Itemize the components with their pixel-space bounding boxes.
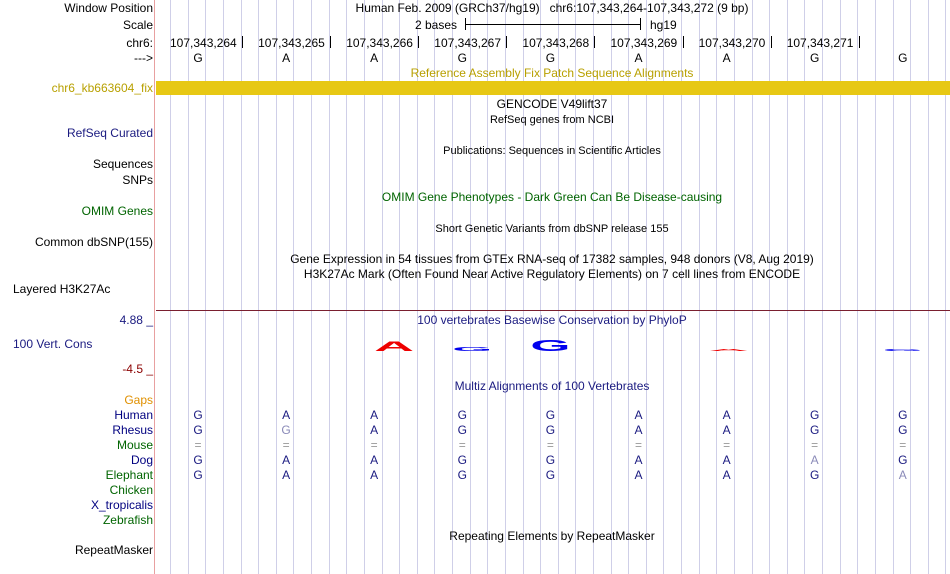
species-base: A: [370, 408, 379, 422]
fix-patch-label[interactable]: chr6_kb663604_fix: [51, 81, 153, 95]
species-base: G: [810, 423, 820, 437]
species-base: G: [545, 423, 556, 437]
ruler-tick: [330, 36, 331, 48]
species-label[interactable]: X_tropicalis: [90, 498, 153, 512]
species-label[interactable]: Dog: [130, 453, 153, 467]
species-base: A: [722, 468, 731, 482]
species-base: G: [545, 468, 556, 482]
species-base: G: [545, 408, 556, 422]
phylop-logo-letter: G: [452, 346, 493, 353]
refseq-track-title[interactable]: RefSeq genes from NCBI: [489, 114, 615, 126]
species-base: A: [282, 408, 291, 422]
phylop-max: 4.88 _: [119, 313, 153, 327]
species-base: A: [634, 453, 643, 467]
pubs-track-title[interactable]: Publications: Sequences in Scientific Articles: [443, 145, 661, 157]
species-base: G: [898, 408, 908, 422]
sequence-base: G: [898, 51, 908, 65]
ruler-position-label: 107,343,266: [346, 36, 413, 50]
species-base: G: [545, 453, 556, 467]
species-base: A: [722, 453, 731, 467]
scale-bar-right: [640, 18, 641, 30]
phylop-logo-letter: A: [708, 348, 753, 352]
multiz-track-title[interactable]: Multiz Alignments of 100 Vertebrates: [454, 379, 650, 393]
species-label[interactable]: Zebrafish: [102, 513, 153, 527]
repeat-track-title[interactable]: Repeating Elements by RepeatMasker: [449, 529, 655, 543]
h3k27-track-title[interactable]: H3K27Ac Mark (Often Found Near Active Regulatory Elements) on 7 cell lines from ENCODE: [303, 267, 801, 281]
sequence-base: A: [370, 51, 379, 65]
species-base: G: [281, 423, 291, 437]
species-base: =: [370, 438, 378, 452]
sequence-base: G: [545, 51, 556, 65]
chrom-label: chr6:: [126, 36, 153, 50]
species-base: =: [546, 438, 554, 452]
ruler-position-label: 107,343,271: [786, 36, 854, 50]
ruler-tick: [242, 36, 243, 48]
phylop-logo-letter: G: [530, 338, 571, 356]
label-divider: [154, 0, 155, 574]
gtex-track-title[interactable]: Gene Expression in 54 tissues from GTEx RNA-seq of 17382 samples, 948 donors (V8, Aug 2019): [290, 252, 814, 266]
species-base: =: [458, 438, 466, 452]
species-base: A: [722, 408, 731, 422]
species-base: G: [810, 468, 820, 482]
species-base: G: [457, 468, 467, 482]
species-label[interactable]: Human: [114, 408, 153, 422]
ruler-position-label: 107,343,264: [170, 36, 237, 50]
species-base: G: [193, 468, 203, 482]
window-position-label: Window Position: [64, 1, 153, 15]
sequence-base: G: [193, 51, 203, 65]
ruler-tick: [418, 36, 419, 48]
species-base: A: [634, 468, 643, 482]
sequence-base: A: [722, 51, 731, 65]
dbsnp-label[interactable]: Common dbSNP(155): [34, 235, 153, 249]
gencode-track-title[interactable]: GENCODE V49lift37: [496, 97, 608, 111]
sequence-base: G: [810, 51, 820, 65]
phylop-logo-letter: G: [882, 348, 924, 352]
ruler-position-label: 107,343,269: [610, 36, 678, 50]
species-base: A: [898, 468, 907, 482]
ruler-tick: [683, 36, 684, 48]
phylop-track-title[interactable]: 100 vertebrates Basewise Conservation by PhyloP: [417, 313, 687, 327]
ruler-position-label: 107,343,270: [698, 36, 766, 50]
species-label[interactable]: Elephant: [105, 468, 153, 482]
dbsnp-track-title[interactable]: Short Genetic Variants from dbSNP release 155: [435, 223, 669, 235]
omim-track-title[interactable]: OMIM Gene Phenotypes - Dark Green Can Be Disease-causing: [381, 190, 723, 204]
species-base: A: [634, 408, 643, 422]
ruler-tick: [771, 36, 772, 48]
species-base: A: [810, 453, 819, 467]
species-label[interactable]: Chicken: [109, 483, 153, 497]
species-base: A: [722, 423, 731, 437]
sequence-base: A: [634, 51, 643, 65]
species-base: G: [898, 453, 908, 467]
scale-label: Scale: [122, 18, 153, 32]
species-base: =: [899, 438, 907, 452]
species-base: G: [898, 423, 908, 437]
species-base: A: [282, 468, 291, 482]
sequence-base: A: [282, 51, 291, 65]
phylop-logo[interactable]: [156, 336, 950, 360]
track-separator: [156, 310, 950, 311]
h3k27-label[interactable]: Layered H3K27Ac: [13, 282, 111, 296]
phylop-label[interactable]: 100 Vert. Cons: [13, 337, 93, 351]
species-base: =: [194, 438, 202, 452]
fix-patch-track-title[interactable]: Reference Assembly Fix Patch Sequence Alignments: [410, 66, 694, 80]
snps-label[interactable]: SNPs: [122, 173, 153, 187]
species-label[interactable]: Rhesus: [112, 423, 153, 437]
species-label[interactable]: Mouse: [116, 438, 153, 452]
species-base: G: [457, 408, 467, 422]
sequence-base: G: [457, 51, 467, 65]
ruler-position-label: 107,343,265: [258, 36, 325, 50]
scale-db: hg19: [650, 18, 677, 32]
refseq-label[interactable]: RefSeq Curated: [66, 126, 153, 140]
window-position-value: Human Feb. 2009 (GRCh37/hg19) chr6:107,343,264-107,343,272 (9 bp): [355, 1, 749, 15]
sequences-label[interactable]: Sequences: [92, 157, 153, 171]
ruler-position-label: 107,343,267: [434, 36, 502, 50]
species-base: A: [370, 423, 379, 437]
gaps-label[interactable]: Gaps: [124, 393, 153, 407]
scale-value: 2 bases: [415, 18, 458, 32]
species-base: G: [457, 423, 467, 437]
ruler-tick: [594, 36, 595, 48]
species-base: G: [193, 423, 203, 437]
ruler-tick: [859, 36, 860, 48]
species-base: =: [282, 438, 290, 452]
omim-label[interactable]: OMIM Genes: [81, 204, 153, 218]
ruler-tick: [506, 36, 507, 48]
phylop-logo-letter: A: [374, 338, 415, 354]
species-base: A: [282, 453, 291, 467]
repeat-label[interactable]: RepeatMasker: [74, 543, 153, 557]
species-base: G: [193, 408, 203, 422]
species-base: A: [370, 468, 379, 482]
species-base: A: [634, 423, 643, 437]
phylop-min: -4.5 _: [122, 362, 153, 376]
scale-bar: [465, 24, 641, 25]
species-base: =: [811, 438, 819, 452]
fix-patch-bar[interactable]: [156, 81, 950, 95]
species-base: G: [810, 408, 820, 422]
strand-label: --->: [134, 51, 153, 65]
species-base: G: [457, 453, 467, 467]
species-base: =: [723, 438, 731, 452]
species-base: =: [634, 438, 643, 452]
species-base: G: [193, 453, 203, 467]
ruler-position-label: 107,343,268: [522, 36, 590, 50]
species-base: A: [370, 453, 379, 467]
